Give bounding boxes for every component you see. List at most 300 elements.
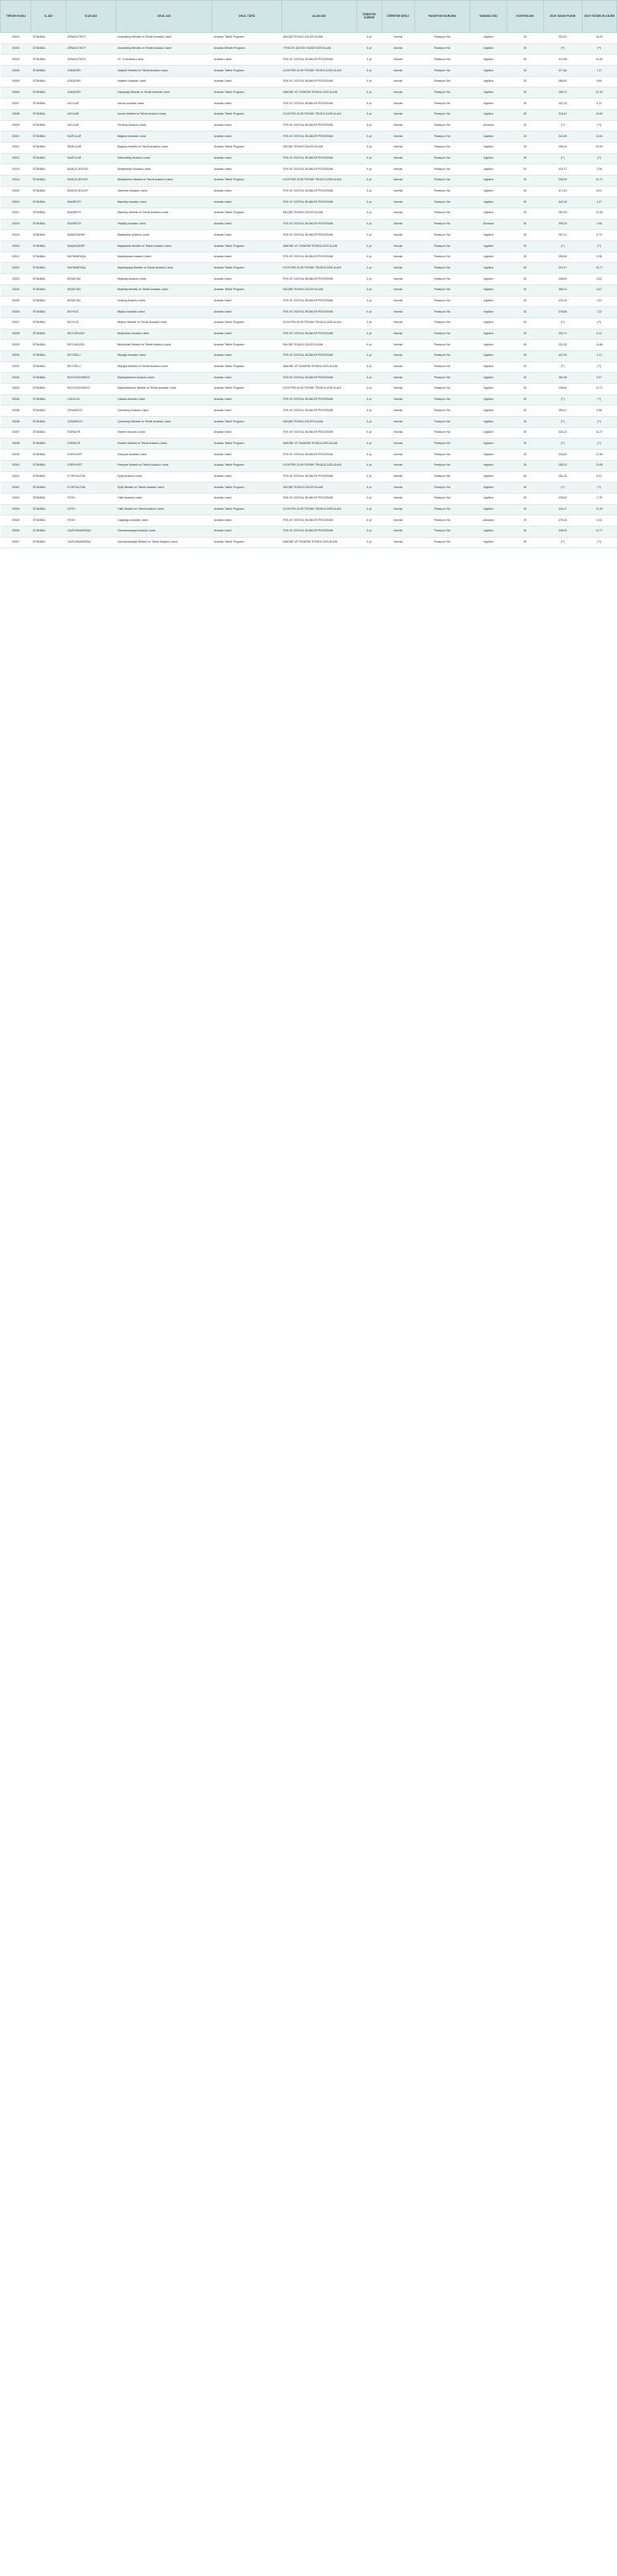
table-cell: BAŞAKŞEHİR: [66, 241, 115, 252]
table-cell: BEYLİKDÜZÜ: [66, 340, 115, 351]
table-row: [1, 186, 617, 197]
table-row: [1, 317, 617, 329]
table-cell: BÜYÜKÇEKMECE: [66, 384, 115, 395]
table-cell: Almanca: [470, 120, 507, 131]
table-row: [1, 296, 617, 307]
table-cell: 4 yıl: [357, 252, 381, 263]
table-cell: Anadolu Teknik Programı: [212, 142, 282, 153]
table-cell: 2,98: [582, 164, 616, 176]
table-cell: Pansiyon Yok: [414, 87, 470, 99]
table-cell: Normal: [381, 515, 414, 527]
table-cell: Pansiyon Yok: [414, 340, 470, 351]
table-cell: FEN VE SOSYAL BİLİMLER PROGRAMI: [281, 406, 357, 417]
table-cell: BAKIRKÖY: [66, 208, 115, 220]
table-cell: İSTANBUL: [31, 186, 66, 197]
table-cell: ELEKTRİK-ELEKTRONİK TEKNOLOJİSİ ALANI: [281, 460, 357, 471]
table-cell: 6,91: [582, 471, 616, 482]
table-cell: MAKİNE VE TASARIM TEKNOLOJİSİ ALANI: [281, 537, 357, 548]
table-cell: 11,84: [582, 131, 616, 143]
table-cell: (**): [582, 153, 616, 164]
table-cell: FEN VE SOSYAL BİLİMLER PROGRAMI: [281, 471, 357, 482]
table-cell: İSTANBUL: [31, 406, 66, 417]
table-cell: Mahmutbey Anadolu Lisesi: [116, 153, 212, 164]
table-row: [1, 285, 617, 296]
table-cell: 18,77: [582, 263, 616, 274]
table-cell: İSTANBUL: [31, 493, 66, 504]
table-cell: İngilizce: [470, 373, 507, 384]
table-cell: Anadolu Lisesi: [212, 230, 282, 241]
table-row: [1, 493, 617, 504]
table-cell: 30: [506, 241, 543, 252]
table-cell: 33009: [1, 120, 31, 131]
table-cell: Anadolu Lisesi: [212, 526, 282, 537]
table-cell: 33029: [1, 340, 31, 351]
table-cell: İSTANBUL: [31, 197, 66, 208]
table-cell: İngilizce: [470, 350, 507, 361]
table-cell: Pansiyon Yok: [414, 417, 470, 428]
table-cell: Pansiyon Yok: [414, 120, 470, 131]
table-cell: (**): [582, 241, 616, 252]
table-cell: Normal: [381, 471, 414, 482]
table-cell: Anadolu Teknik Programı: [212, 87, 282, 99]
table-cell: FEN VE SOSYAL BİLİMLER PROGRAMI: [281, 515, 357, 527]
table-cell: 30: [506, 186, 543, 197]
table-cell: 4 yıl: [357, 274, 381, 285]
table-cell: Anadolu Teknik Programı: [212, 285, 282, 296]
table-cell: FEN VE SOSYAL BİLİMLER PROGRAMI: [281, 274, 357, 285]
table-cell: İSTANBUL: [31, 515, 66, 527]
table-row: [1, 87, 617, 99]
table-cell: 30: [506, 55, 543, 66]
table-cell: Normal: [381, 482, 414, 494]
table-cell: Pansiyon Yok: [414, 504, 470, 515]
table-cell: Pansiyon Yok: [414, 394, 470, 406]
table-cell: Normal: [381, 230, 414, 241]
table-cell: Anadolu Teknik Programı: [212, 361, 282, 373]
table-cell: (**): [543, 317, 582, 329]
table-cell: 1,21: [582, 350, 616, 361]
table-cell: Eyüp Mesleki ve Teknik Anadolu Lisesi: [116, 482, 212, 494]
table-cell: İngilizce: [470, 417, 507, 428]
table-cell: Pansiyon Yok: [414, 33, 470, 44]
table-cell: İSTANBUL: [31, 482, 66, 494]
table-cell: Normal: [381, 252, 414, 263]
table-cell: 33020: [1, 241, 31, 252]
table-cell: Pansiyon Yok: [414, 361, 470, 373]
table-cell: 30: [506, 537, 543, 548]
table-cell: İngilizce: [470, 307, 507, 318]
table-cell: Anadolu Teknik Programı: [212, 263, 282, 274]
table-cell: Normal: [381, 55, 414, 66]
table-cell: 33025: [1, 296, 31, 307]
table-cell: Esenler Mesleki ve Teknik Anadolu Lisesi: [116, 438, 212, 450]
table-cell: İSTANBUL: [31, 208, 66, 220]
table-cell: Normal: [381, 76, 414, 87]
table-cell: Normal: [381, 329, 414, 340]
table-cell: 436,52: [543, 493, 582, 504]
table-row: [1, 526, 617, 537]
table-cell: 30: [506, 66, 543, 77]
table-cell: Pansiyon Yok: [414, 471, 470, 482]
table-cell: 30: [506, 263, 543, 274]
table-cell: Anadolu Teknik Programı: [212, 482, 282, 494]
table-cell: 33022: [1, 263, 31, 274]
table-row: [1, 537, 617, 548]
table-cell: (**): [582, 394, 616, 406]
table-cell: Bakırköy Mesleki ve Teknik Anadolu Lisesi: [116, 208, 212, 220]
table-cell: Normal: [381, 406, 414, 417]
table-cell: Anadolu Teknik Programı: [212, 384, 282, 395]
table-cell: Normal: [381, 274, 414, 285]
table-row: [1, 76, 617, 87]
school-table: [0, 0, 617, 548]
table-cell: 4 yıl: [357, 394, 381, 406]
table-row: [1, 208, 617, 220]
table-cell: İngilizce: [470, 450, 507, 461]
table-cell: 4 yıl: [357, 120, 381, 131]
column-header: ÖĞRETİM SÜRESİ: [357, 1, 381, 33]
table-cell: FEN VE SOSYAL BİLİMLER PROGRAMI: [281, 186, 357, 197]
table-cell: (**): [543, 120, 582, 131]
table-cell: İngilizce: [470, 208, 507, 220]
table-cell: Pansiyon Yok: [414, 230, 470, 241]
table-cell: 288,70: [543, 87, 582, 99]
table-row: [1, 153, 617, 164]
table-cell: Normal: [381, 120, 414, 131]
table-cell: Anadolu Lisesi: [212, 350, 282, 361]
table-cell: İSTANBUL: [31, 373, 66, 384]
table-cell: 33046: [1, 526, 31, 537]
table-cell: Pansiyon Yok: [414, 241, 470, 252]
table-cell: Normal: [381, 427, 414, 438]
table-cell: FEN VE SOSYAL BİLİMLER PROGRAMI: [281, 153, 357, 164]
table-cell: 386,59: [543, 76, 582, 87]
table-cell: AVCILAR: [66, 120, 115, 131]
table-cell: 1,47: [582, 197, 616, 208]
table-cell: Pansiyon Yok: [414, 109, 470, 120]
table-cell: ÇATALCA: [66, 394, 115, 406]
table-cell: İSTANBUL: [31, 384, 66, 395]
table-row: [1, 340, 617, 351]
table-cell: Anadolu Teknik Programı: [212, 109, 282, 120]
table-cell: 13,71: [582, 175, 616, 186]
table-cell: 4 yıl: [357, 230, 381, 241]
table-cell: 378,88: [543, 307, 582, 318]
table-cell: BAKIRKÖY: [66, 197, 115, 208]
table-cell: FEN VE SOSYAL BİLİMLER PROGRAMI: [281, 252, 357, 263]
table-cell: BAĞCILAR: [66, 131, 115, 143]
table-cell: Pansiyon Yok: [414, 515, 470, 527]
table-cell: Pansiyon Yok: [414, 450, 470, 461]
table-cell: 30: [506, 285, 543, 296]
table-cell: Normal: [381, 197, 414, 208]
table-cell: Normal: [381, 537, 414, 548]
table-cell: (**): [582, 482, 616, 494]
table-cell: Anadolu Teknik Programı: [212, 317, 282, 329]
table-cell: İSTANBUL: [31, 66, 66, 77]
table-cell: (**): [543, 361, 582, 373]
table-cell: Büyükçekmece Anadolu Lisesi: [116, 373, 212, 384]
table-row: [1, 99, 617, 110]
table-cell: Normal: [381, 460, 414, 471]
table-cell: 33017: [1, 208, 31, 220]
table-cell: BEŞİKTAŞ: [66, 274, 115, 285]
table-cell: İngilizce: [470, 493, 507, 504]
table-cell: Normal: [381, 450, 414, 461]
table-cell: İngilizce: [470, 471, 507, 482]
table-cell: Normal: [381, 241, 414, 252]
table-cell: 4 yıl: [357, 33, 381, 44]
table-cell: ELEKTRİK-ELEKTRONİK TEKNOLOJİSİ ALANI: [281, 263, 357, 274]
table-cell: 5,12: [582, 329, 616, 340]
table-cell: 30: [506, 208, 543, 220]
table-cell: İSTANBUL: [31, 219, 66, 230]
table-cell: 33016: [1, 197, 31, 208]
table-cell: ELEKTRİK-ELEKTRONİK TEKNOLOJİSİ ALANI: [281, 384, 357, 395]
table-cell: Anadolu Lisesi: [212, 296, 282, 307]
table-cell: Pansiyon Yok: [414, 164, 470, 176]
table-cell: 33006: [1, 87, 31, 99]
table-cell: İngilizce: [470, 197, 507, 208]
table-cell: Gaziosmanpaşa Anadolu Lisesi: [116, 526, 212, 537]
table-cell: 330,09: [543, 175, 582, 186]
table-cell: Anadolu Teknik Programı: [212, 175, 282, 186]
table-cell: 30: [506, 296, 543, 307]
table-cell: 301,47: [543, 263, 582, 274]
table-cell: 348,93: [543, 526, 582, 537]
table-cell: 33028: [1, 329, 31, 340]
table-cell: Pansiyon Yok: [414, 175, 470, 186]
table-cell: İngilizce: [470, 43, 507, 55]
table-cell: (**): [543, 438, 582, 450]
table-cell: 4 yıl: [357, 142, 381, 153]
table-cell: BİLİŞİM TEKNOLOJİLERİ ALANI: [281, 33, 357, 44]
table-cell: 475,04: [543, 515, 582, 527]
table-cell: Pansiyon Yok: [414, 153, 470, 164]
table-cell: FEN VE SOSYAL BİLİMLER PROGRAMI: [281, 394, 357, 406]
table-cell: Normal: [381, 504, 414, 515]
table-cell: Fatih Anadolu Lisesi: [116, 493, 212, 504]
table-cell: İngilizce: [470, 427, 507, 438]
table-row: [1, 263, 617, 274]
table-row: [1, 373, 617, 384]
table-cell: Pansiyon Yok: [414, 329, 470, 340]
table-cell: ELEKTRİK-ELEKTRONİK TEKNOLOJİSİ ALANI: [281, 175, 357, 186]
table-cell: Anadolu Teknik Programı: [212, 438, 282, 450]
table-cell: MAKİNE VE TASARIM TEKNOLOJİSİ ALANI: [281, 241, 357, 252]
table-cell: Anadolu Lisesi: [212, 450, 282, 461]
table-cell: 30: [506, 43, 543, 55]
table-cell: 326,19: [543, 427, 582, 438]
table-cell: 4 yıl: [357, 263, 381, 274]
table-cell: 8,02: [582, 186, 616, 197]
table-cell: Pansiyon Yok: [414, 66, 470, 77]
table-cell: Anadolu Lisesi: [212, 252, 282, 263]
table-cell: İngilizce: [470, 153, 507, 164]
table-cell: Şirinevler Anadolu Lisesi: [116, 186, 212, 197]
table-header: [1, 1, 617, 33]
table-cell: Normal: [381, 87, 414, 99]
table-cell: Pansiyon Yok: [414, 482, 470, 494]
table-cell: İSTANBUL: [31, 230, 66, 241]
table-cell: AVCILAR: [66, 99, 115, 110]
table-cell: Cağaloğlu Anadolu Lisesi: [116, 515, 212, 527]
table-row: [1, 471, 617, 482]
table-cell: BİLİŞİM TEKNOLOJİLERİ ALANI: [281, 417, 357, 428]
table-cell: İSTANBUL: [31, 460, 66, 471]
table-cell: Normal: [381, 109, 414, 120]
table-cell: FATİH: [66, 504, 115, 515]
table-cell: 4 yıl: [357, 43, 381, 55]
table-cell: 296,14: [543, 142, 582, 153]
table-cell: 312,98: [543, 55, 582, 66]
table-cell: ESENLER: [66, 427, 115, 438]
table-cell: 4 yıl: [357, 493, 381, 504]
table-cell: 4 yıl: [357, 175, 381, 186]
table-cell: BEYKOZ: [66, 317, 115, 329]
table-cell: FEN VE SOSYAL BİLİMLER PROGRAMI: [281, 219, 357, 230]
table-cell: 33032: [1, 373, 31, 384]
table-cell: 33037: [1, 427, 31, 438]
table-cell: Pansiyon Yok: [414, 208, 470, 220]
table-cell: 4 yıl: [357, 285, 381, 296]
table-cell: 33021: [1, 252, 31, 263]
table-cell: FEN VE SOSYAL BİLİMLER PROGRAMI: [281, 450, 357, 461]
table-cell: 30: [506, 274, 543, 285]
table-cell: Bahçelievler Mesleki ve Teknik Anadolu Lisesi: [116, 175, 212, 186]
table-cell: 30: [506, 340, 543, 351]
table-cell: 341,55: [543, 131, 582, 143]
table-row: [1, 164, 617, 176]
table-cell: İSTANBUL: [31, 285, 66, 296]
table-cell: Bakırköy Anadolu Lisesi: [116, 197, 212, 208]
table-cell: İSTANBUL: [31, 471, 66, 482]
table-cell: 4 yıl: [357, 515, 381, 527]
table-cell: Pansiyon Yok: [414, 76, 470, 87]
table-cell: Anadolu Lisesi: [212, 186, 282, 197]
table-cell: 361,08: [543, 373, 582, 384]
table-cell: İSTANBUL: [31, 438, 66, 450]
table-cell: Pansiyon Yok: [414, 99, 470, 110]
table-row: [1, 417, 617, 428]
table-row: [1, 241, 617, 252]
table-cell: İngilizce: [470, 55, 507, 66]
table-cell: Pansiyon Yok: [414, 142, 470, 153]
table-cell: 355,64: [543, 252, 582, 263]
table-cell: Normal: [381, 131, 414, 143]
table-cell: İSTANBUL: [31, 317, 66, 329]
table-cell: 4 yıl: [357, 164, 381, 176]
table-cell: İSTANBUL: [31, 164, 66, 176]
table-cell: Normal: [381, 361, 414, 373]
table-cell: BİLİŞİM TEKNOLOJİLERİ ALANI: [281, 340, 357, 351]
table-cell: (**): [582, 43, 616, 55]
table-cell: ELEKTRİK-ELEKTRONİK TEKNOLOJİSİ ALANI: [281, 66, 357, 77]
table-cell: 33038: [1, 438, 31, 450]
table-row: [1, 252, 617, 263]
table-cell: 10,77: [582, 526, 616, 537]
table-row: [1, 394, 617, 406]
table-cell: İSTANBUL: [31, 296, 66, 307]
table-cell: FEN VE SOSYAL BİLİMLER PROGRAMI: [281, 230, 357, 241]
table-cell: Pansiyon Yok: [414, 373, 470, 384]
table-cell: 33014: [1, 175, 31, 186]
table-cell: ATAŞEHİR: [66, 66, 115, 77]
table-row: [1, 427, 617, 438]
table-cell: Anadolu Lisesi: [212, 373, 282, 384]
table-cell: Fatih Mesleki ve Teknik Anadolu Lisesi: [116, 504, 212, 515]
table-cell: 4 yıl: [357, 406, 381, 417]
table-cell: 33036: [1, 417, 31, 428]
table-cell: 372,40: [543, 186, 582, 197]
table-cell: 33040: [1, 460, 31, 471]
table-cell: ESENLER: [66, 438, 115, 450]
table-cell: Anadolu Lisesi: [212, 131, 282, 143]
table-cell: 30: [506, 317, 543, 329]
table-cell: Anadolu Lisesi: [212, 274, 282, 285]
table-cell: 33042: [1, 482, 31, 494]
table-cell: 4 yıl: [357, 460, 381, 471]
table-cell: BAHÇELİEVLER: [66, 186, 115, 197]
table-cell: BİLİŞİM TEKNOLOJİLERİ ALANI: [281, 142, 357, 153]
table-cell: Bayrampaşa Mesleki ve Teknik Anadolu Lisesi: [116, 263, 212, 274]
table-cell: 33015: [1, 186, 31, 197]
table-cell: BEŞİKTAŞ: [66, 285, 115, 296]
table-cell: BAŞAKŞEHİR: [66, 230, 115, 241]
table-cell: 33031: [1, 361, 31, 373]
table-cell: 30: [506, 252, 543, 263]
table-cell: (**): [543, 394, 582, 406]
table-cell: Beşiktaş Anadolu Lisesi: [116, 274, 212, 285]
table-cell: FEN VE SOSYAL BİLİMLER PROGRAMI: [281, 164, 357, 176]
table-cell: Pansiyon Yok: [414, 317, 470, 329]
table-cell: 322,35: [543, 340, 582, 351]
table-cell: 33019: [1, 230, 31, 241]
table-cell: 33034: [1, 394, 31, 406]
table-cell: 9,37: [582, 373, 616, 384]
table-cell: 4 yıl: [357, 317, 381, 329]
table-row: [1, 33, 617, 44]
table-cell: 33035: [1, 406, 31, 417]
table-cell: 421,06: [543, 296, 582, 307]
table-cell: FEN VE SOSYAL BİLİMLER PROGRAMI: [281, 350, 357, 361]
table-cell: 468,50: [543, 274, 582, 285]
table-cell: GAZİOSMANPAŞA: [66, 526, 115, 537]
table-cell: İngilizce: [470, 406, 507, 417]
table-cell: Başakşehir Anadolu Lisesi: [116, 230, 212, 241]
table-cell: ARNAVUTKÖY: [66, 55, 115, 66]
table-cell: İngilizce: [470, 274, 507, 285]
table-cell: 4 yıl: [357, 537, 381, 548]
table-cell: Pansiyon Yok: [414, 252, 470, 263]
table-cell: 4 yıl: [357, 76, 381, 87]
table-cell: 30: [506, 526, 543, 537]
table-cell: BİLİŞİM TEKNOLOJİLERİ ALANI: [281, 482, 357, 494]
table-cell: İSTANBUL: [31, 350, 66, 361]
table-cell: 30: [506, 142, 543, 153]
table-cell: 14,88: [582, 340, 616, 351]
table-cell: Normal: [381, 66, 414, 77]
column-header: YABANCI DİLİ: [470, 1, 507, 33]
table-cell: İSTANBUL: [31, 153, 66, 164]
table-cell: BİLİŞİM TEKNOLOJİLERİ ALANI: [281, 285, 357, 296]
column-header: PANSİYON DURUMU: [414, 1, 470, 33]
table-cell: Başakşehir Mesleki ve Teknik Anadolu Lisesi: [116, 241, 212, 252]
table-cell: 30: [506, 329, 543, 340]
table-cell: 33003: [1, 55, 31, 66]
table-cell: Normal: [381, 317, 414, 329]
table-cell: 4,12: [582, 99, 616, 110]
